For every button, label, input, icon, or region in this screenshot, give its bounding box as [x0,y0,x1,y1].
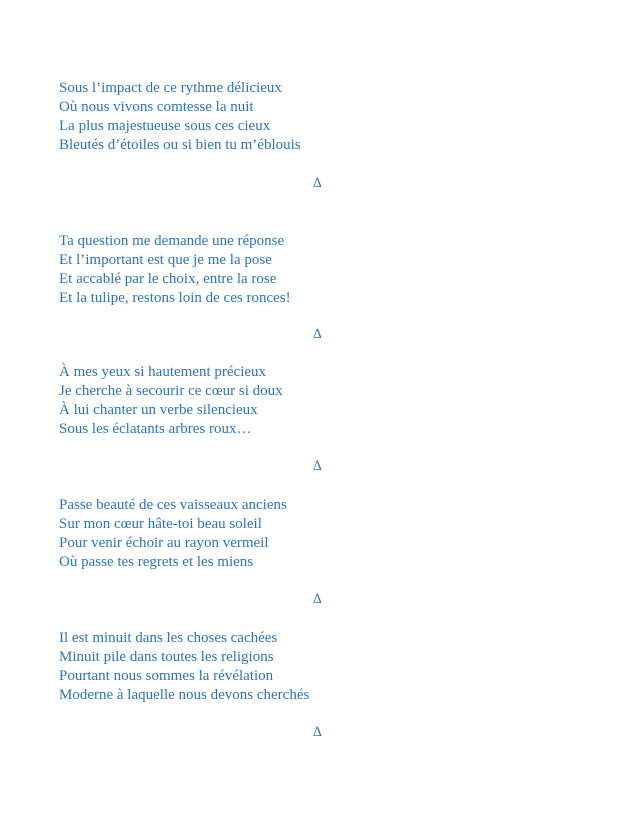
stanza-divider-delta: ∆ [313,459,322,474]
poem-line: Et la tulipe, restons loin de ces ronces! [59,290,291,306]
poem-line: Pour venir échoir au rayon vermeil [59,535,269,551]
stanza-divider-delta: ∆ [313,176,322,191]
poem-line: Bleutés d’étoiles ou si bien tu m’éblouis [59,137,301,153]
poem-line: Sous les éclatants arbres roux… [59,421,252,437]
poem-line: Où nous vivons comtesse la nuit [59,99,254,115]
poem-line: Sous l’impact de ce rythme délicieux [59,80,282,96]
stanza-divider-delta: ∆ [313,327,322,342]
poem-line: Ta question me demande une réponse [59,233,285,249]
poem-line: Et l’important est que je me la pose [59,252,272,268]
poem-line: Sur mon cœur hâte-toi beau soleil [59,516,262,532]
poem-line: Et accablé par le choix, entre la rose [59,271,277,287]
poem-line: Je cherche à secourir ce cœur si doux [59,383,283,399]
stanza-divider-delta: ∆ [313,592,322,607]
poem-line: Passe beauté de ces vaisseaux anciens [59,497,287,513]
poem-line: Il est minuit dans les choses cachées [59,630,278,646]
poem-line: À mes yeux si hautement précieux [59,364,267,380]
poem-line: Minuit pile dans toutes les religions [59,649,274,665]
poem-line: À lui chanter un verbe silencieux [59,402,258,418]
poem-line: Moderne à laquelle nous devons cherchés [59,687,310,703]
poem-line: Où passe tes regrets et les miens [59,554,254,570]
stanza-divider-delta: ∆ [313,725,322,740]
poem-line: La plus majestueuse sous ces cieux [59,118,271,134]
poem-line: Pourtant nous sommes la révélation [59,668,274,684]
